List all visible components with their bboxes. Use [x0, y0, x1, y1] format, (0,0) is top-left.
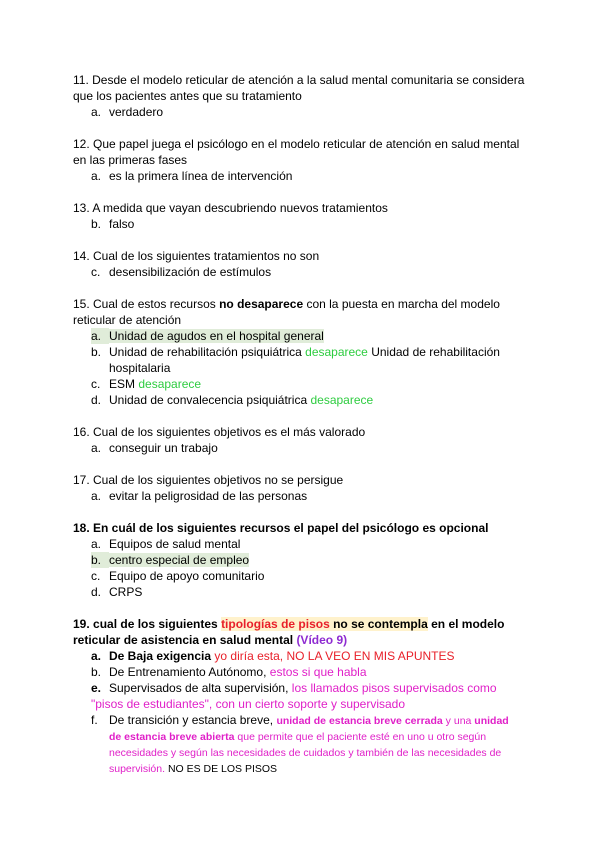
- option-marker: b.: [91, 665, 102, 679]
- option-marker: a.: [91, 328, 109, 344]
- question-emphasis: no se contempla: [329, 617, 428, 631]
- option-text: Equipos de salud mental: [109, 537, 241, 551]
- answer-option: [91, 104, 163, 120]
- question-text: 19. cual de los siguientes: [73, 617, 222, 631]
- option-marker: a.: [91, 537, 102, 551]
- option-note: que permite que el paciente esté en uno u otro según necesidades y según las necesidades de cuidados y también de las necesidades de supervisión.: [109, 731, 502, 775]
- option-marker: c.: [91, 265, 101, 279]
- option-text: Unidad de rehabilitación psiquiátrica: [109, 345, 302, 359]
- question-text: en el modelo reticular de asistencia en salud mental: [73, 617, 505, 647]
- answer-option: [91, 216, 134, 232]
- option-marker: b.: [91, 552, 109, 568]
- option-text: desensibilización de estímulos: [109, 265, 272, 279]
- option-text: conseguir un trabajo: [109, 441, 218, 455]
- answer-option: [91, 440, 218, 456]
- answer-option: [91, 488, 307, 504]
- option-marker: f.: [91, 713, 98, 727]
- option-text: Unidad de agudos en el hospital general: [109, 329, 324, 343]
- option-marker: d.: [91, 585, 102, 599]
- answer-option: [91, 712, 511, 776]
- option-text: Supervisados de alta supervisión,: [109, 681, 289, 695]
- option-note: estos si que habla: [269, 665, 367, 679]
- option-text: De Entrenamiento Autónomo,: [109, 665, 267, 679]
- answer-option: [91, 392, 373, 408]
- answer-option: [91, 584, 142, 600]
- option-marker: b.: [91, 345, 102, 359]
- option-text: Equipo de apoyo comunitario: [109, 569, 265, 583]
- option-note: y una: [442, 715, 475, 727]
- option-text: falso: [109, 217, 135, 231]
- option-note: desaparece: [305, 345, 368, 359]
- answer-option: [91, 680, 521, 712]
- option-marker: a.: [91, 441, 102, 455]
- answer-option: [91, 536, 240, 552]
- question-14: 14. Cual de los siguientes tratamientos no son: [73, 249, 320, 263]
- question-emphasis: no desaparece: [219, 297, 304, 311]
- answer-option-correct: [91, 328, 324, 344]
- answer-option: [91, 664, 367, 680]
- option-text: centro especial de empleo: [109, 553, 250, 567]
- question-12: 12. Que papel juega el psicólogo en el modelo reticular de atención en salud mental en las primeras fases: [73, 137, 520, 167]
- question-highlight: tipologías de pisos: [221, 617, 330, 631]
- option-marker: d.: [91, 393, 102, 407]
- question-text: con la puesta en marcha del modelo reticular de atención: [73, 297, 500, 327]
- question-19: [73, 616, 533, 648]
- video-reference: (Vídeo 9): [296, 633, 348, 647]
- option-note: desaparece: [138, 377, 202, 391]
- answer-option: [91, 568, 264, 584]
- answer-option: [91, 168, 292, 184]
- option-text: De transición y estancia breve,: [109, 713, 274, 727]
- option-marker: a.: [91, 489, 102, 503]
- option-marker: a.: [91, 649, 102, 663]
- option-text: evitar la peligrosidad de las personas: [109, 489, 308, 503]
- question-text: 15. Cual de estos recursos: [73, 297, 220, 311]
- option-note-bold: unidad de estancia breve abierta: [109, 715, 509, 743]
- question-18: 18. En cuál de los siguientes recursos el papel del psicólogo es opcional: [73, 521, 489, 535]
- option-text: CRPS: [109, 585, 143, 599]
- answer-option: [91, 264, 271, 280]
- answer-option: [91, 344, 511, 376]
- question-16: 16. Cual de los siguientes objetivos es el más valorado: [73, 425, 366, 439]
- option-note: yo diría esta, NO LA VEO EN MIS APUNTES: [214, 649, 455, 663]
- option-text: De Baja exigencia: [109, 649, 212, 663]
- answer-option-correct: [91, 552, 249, 568]
- option-text: verdadero: [109, 105, 164, 119]
- option-body: [109, 712, 511, 776]
- option-note: los llamados pisos supervisados como "pisos de estudiantes", con un cierto soporte y supervisado: [91, 681, 497, 711]
- answer-option: [91, 376, 201, 392]
- question-15: [73, 296, 533, 328]
- question-13: 13. A medida que vayan descubriendo nuevos tratamientos: [73, 201, 388, 215]
- option-marker: a.: [91, 105, 102, 119]
- option-marker: b.: [91, 217, 102, 231]
- option-marker: c.: [91, 377, 101, 391]
- option-marker: e.: [91, 681, 102, 695]
- question-17: 17. Cual de los siguientes objetivos no se persigue: [73, 473, 344, 487]
- option-note-end: NO ES DE LOS PISOS: [165, 763, 278, 775]
- option-text: ESM: [109, 377, 136, 391]
- option-marker: a.: [91, 169, 102, 183]
- option-text: Unidad de convalecencia psiquiátrica: [109, 393, 308, 407]
- option-text: Unidad de rehabilitación: [371, 345, 500, 359]
- option-note: desaparece: [310, 393, 374, 407]
- answer-option: [91, 648, 455, 664]
- option-text: es la primera línea de intervención: [109, 169, 293, 183]
- option-note-bold: unidad de estancia breve cerrada: [276, 715, 443, 727]
- option-text-continued: hospitalaria: [109, 361, 171, 375]
- question-11: 11. Desde el modelo reticular de atención a la salud mental comunitaria se considera que los pacientes antes que su tratamiento: [73, 73, 525, 103]
- option-marker: c.: [91, 569, 101, 583]
